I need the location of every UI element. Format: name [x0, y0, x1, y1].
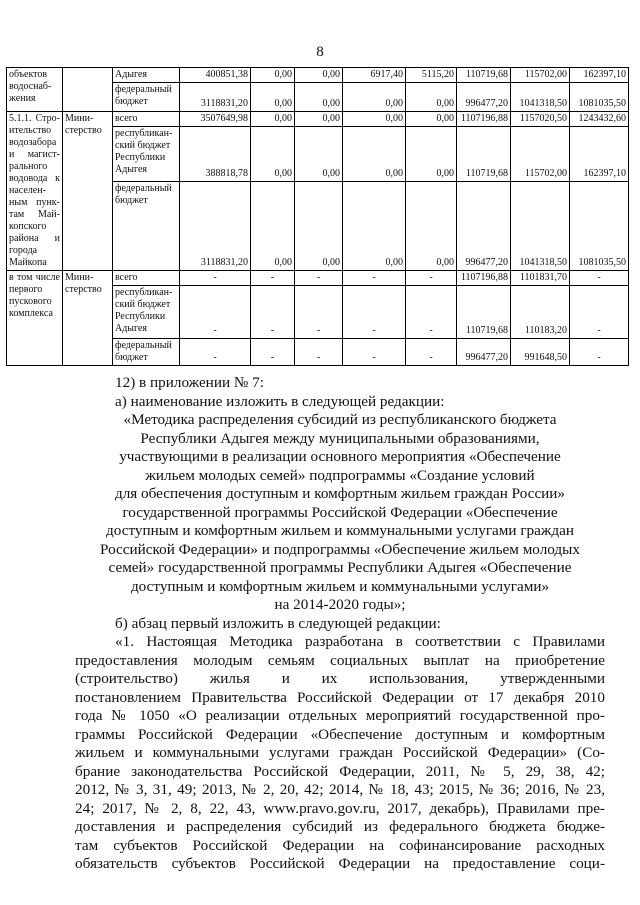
text-line: обязательств субъектов Российской Федерации на предоставление соци-	[75, 855, 605, 872]
value-cell: -	[406, 286, 457, 339]
source-cell: федеральный бюджет	[113, 83, 180, 112]
text-line: 12) в приложении № 7:	[115, 374, 264, 391]
value-cell: 5115,20	[406, 68, 457, 83]
value-cell: 0,00	[251, 83, 295, 112]
text-line: «Методика распределения субсидий из республиканского бюджета	[123, 411, 557, 428]
text-line: а) наименование изложить в следующей редакции:	[115, 392, 445, 410]
value-cell: 115702,00	[511, 127, 570, 181]
value-cell: 0,00	[406, 127, 457, 181]
value-cell: 3118831,20	[180, 181, 251, 270]
value-cell: 388818,78	[180, 127, 251, 181]
value-cell: -	[406, 271, 457, 286]
row-label-cell: объектов водоснаб- жения	[7, 68, 63, 112]
value-cell: 996477,20	[457, 181, 511, 270]
text-line: семей» государственной программы Республики Адыгея «Обеспечение	[108, 559, 572, 576]
value-cell: -	[295, 271, 343, 286]
value-cell: -	[343, 339, 406, 366]
value-cell: 6917,40	[343, 68, 406, 83]
value-cell: 996477,20	[457, 339, 511, 366]
source-cell: Адыгея	[113, 68, 180, 83]
row-label-cell: 5.1.1. Стро- ительство водозабора и магист- рального водовода к населен- ным пунк- там Май- копского района и города Майкопа	[7, 112, 63, 271]
value-cell: 0,00	[251, 112, 295, 127]
value-cell: 0,00	[251, 127, 295, 181]
text-line: государственной программы Российской Федерации «Обеспечение	[122, 503, 558, 521]
value-cell: -	[406, 339, 457, 366]
text-line: граммы Российской Федерации «Обеспечение доступным и комфортным	[75, 725, 605, 743]
value-cell: -	[295, 286, 343, 339]
value-cell: 110719,68	[457, 68, 511, 83]
text-line: года № 1050 «О реализации отдельных мероприятий государственной про-	[75, 707, 605, 724]
value-cell: 1041318,50	[511, 181, 570, 270]
value-cell: 110719,68	[457, 286, 511, 339]
text-line: доставления и распределения субсидий из федерального бюджета бюдже-	[75, 818, 605, 835]
value-cell: -	[251, 271, 295, 286]
value-cell: 0,00	[251, 181, 295, 270]
value-cell: 162397,10	[570, 127, 629, 181]
table-row	[7, 68, 629, 83]
row-label-cell: в том числе первого пускового комплекса	[7, 271, 63, 366]
source-cell: всего	[113, 271, 180, 286]
text-line: участвующими в реализации основного мероприятия «Обеспечение	[119, 448, 561, 465]
value-cell: 1041318,50	[511, 83, 570, 112]
text-line: предоставления молодым семьям социальных выплат на приобретение	[75, 651, 605, 669]
value-cell: -	[251, 286, 295, 339]
value-cell: 0,00	[295, 68, 343, 83]
value-cell: 0,00	[343, 83, 406, 112]
table-row	[7, 271, 629, 286]
value-cell: 0,00	[406, 112, 457, 127]
text-line: Российской Федерации» и подпрограммы «Обеспечение жильем молодых	[100, 540, 580, 558]
value-cell: 991648,50	[511, 339, 570, 366]
value-cell: 0,00	[295, 83, 343, 112]
budget-table	[6, 67, 629, 366]
value-cell: -	[295, 339, 343, 366]
value-cell: 1107196,88	[457, 112, 511, 127]
value-cell: 0,00	[251, 68, 295, 83]
source-cell: республикан- ский бюджет Республики Адыгея	[113, 127, 180, 181]
text-line: 24; 2017, № 2, 8, 22, 43, www.pravo.gov.ru, 2017, декабрь), Правилами пре-	[75, 799, 605, 817]
document-body-text	[75, 374, 605, 874]
value-cell: 1081035,50	[570, 83, 629, 112]
text-line: на 2014-2020 годы»;	[274, 596, 406, 613]
value-cell: 0,00	[343, 127, 406, 181]
value-cell: 1243432,60	[570, 112, 629, 127]
executor-cell	[63, 68, 113, 112]
value-cell: -	[570, 271, 629, 286]
value-cell: 110183,20	[511, 286, 570, 339]
text-line: Республики Адыгея между муниципальными образованиями,	[140, 429, 540, 447]
value-cell: 1107196,88	[457, 271, 511, 286]
value-cell: 110719,68	[457, 127, 511, 181]
value-cell: -	[180, 271, 251, 286]
text-line: б) абзац первый изложить в следующей редакции:	[115, 614, 441, 632]
value-cell: 0,00	[343, 181, 406, 270]
value-cell: -	[180, 339, 251, 366]
executor-cell: Мини- стерство	[63, 271, 113, 366]
text-line: постановлением Правительства Российской Федерации от 17 декабря 2010	[75, 688, 605, 706]
value-cell: 1081035,50	[570, 181, 629, 270]
value-cell: -	[570, 339, 629, 366]
budget-table-body	[7, 68, 629, 366]
executor-cell: Мини- стерство	[63, 112, 113, 271]
text-line: там субъектов Российской Федерации на софинансирование расходных	[75, 836, 605, 854]
source-cell: федеральный бюджет	[113, 339, 180, 366]
source-cell: республикан- ский бюджет Республики Адыгея	[113, 286, 180, 339]
value-cell: 1101831,70	[511, 271, 570, 286]
text-line: для обеспечения доступным и комфортным жильем граждан России»	[114, 485, 566, 502]
value-cell: 0,00	[295, 112, 343, 127]
text-line: жильем и коммунальными услугами граждан Российской Федерации» (Со-	[75, 744, 605, 761]
value-cell: 1157020,50	[511, 112, 570, 127]
source-cell: всего	[113, 112, 180, 127]
value-cell: 0,00	[295, 181, 343, 270]
text-line: брание законодательства Российской Федерации, 2011, № 5, 29, 38, 42;	[75, 762, 605, 780]
value-cell: -	[343, 286, 406, 339]
value-cell: 996477,20	[457, 83, 511, 112]
text-line: доступным и комфортным жильем и коммунальными услугами»	[130, 577, 550, 595]
text-line: жильем молодых семей» подпрограммы «Создание условий	[145, 466, 535, 484]
source-cell: федеральный бюджет	[113, 181, 180, 270]
value-cell: -	[343, 271, 406, 286]
text-line: «1. Настоящая Методика разработана в соответствии с Правилами	[115, 633, 605, 650]
value-cell: -	[570, 286, 629, 339]
value-cell: 3118831,20	[180, 83, 251, 112]
value-cell: 115702,00	[511, 68, 570, 83]
value-cell: 0,00	[406, 83, 457, 112]
value-cell: 400851,38	[180, 68, 251, 83]
value-cell: 0,00	[406, 181, 457, 270]
value-cell: 3507649,98	[180, 112, 251, 127]
table-row	[7, 112, 629, 127]
value-cell: 162397,10	[570, 68, 629, 83]
text-line: 2012, № 3, 31, 49; 2013, № 2, 20, 42; 2014, № 18, 43; 2015, № 36; 2016, № 23,	[75, 781, 605, 798]
value-cell: 0,00	[295, 127, 343, 181]
page-number: 8	[316, 44, 324, 60]
value-cell: -	[180, 286, 251, 339]
text-line: доступным и комфортным жильем и коммунальными услугами граждан	[106, 522, 574, 539]
value-cell: 0,00	[343, 112, 406, 127]
text-line: (строительство) жилья и их использования, утвержденными	[75, 670, 605, 687]
value-cell: -	[251, 339, 295, 366]
